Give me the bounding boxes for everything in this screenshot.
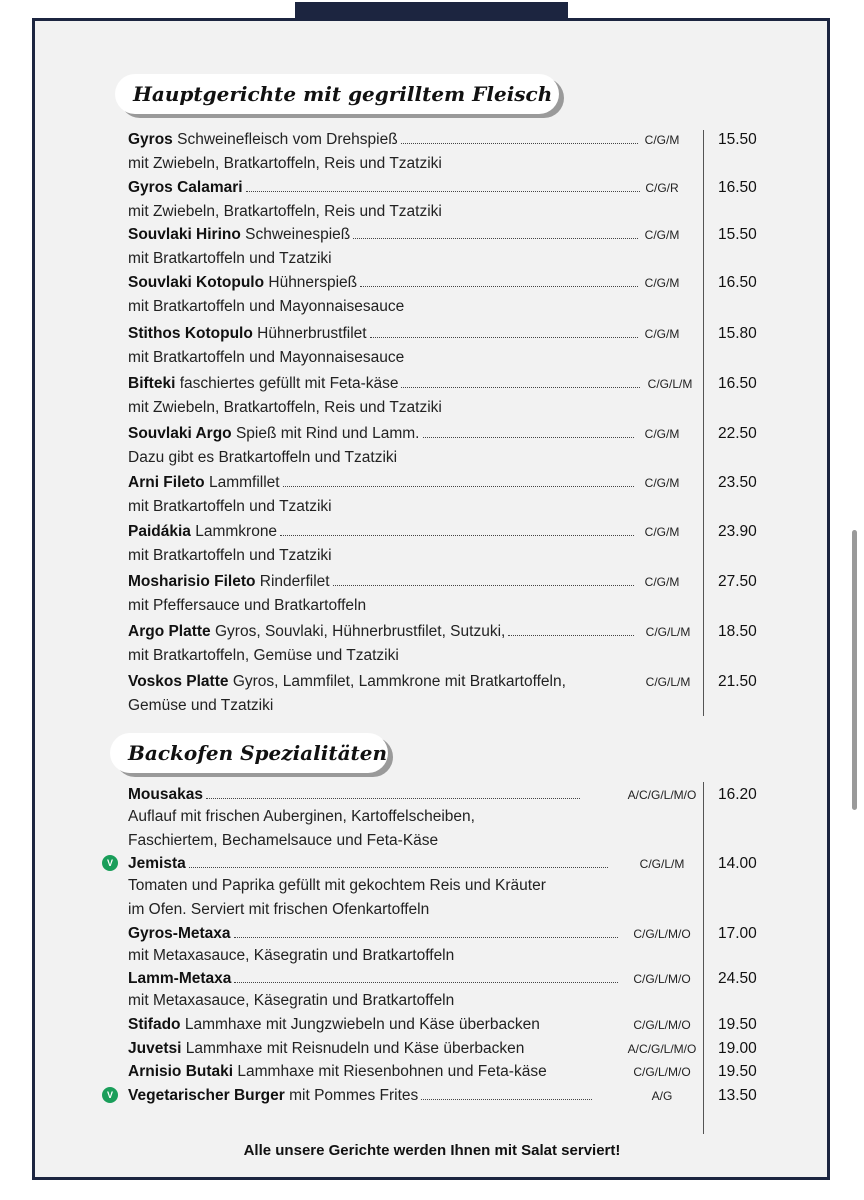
dot-leader xyxy=(189,867,608,868)
menu-item-description: mit Bratkartoffeln und Tzatziki xyxy=(128,250,332,267)
menu-item-price: 18.50 xyxy=(718,623,757,640)
menu-item-title-line xyxy=(128,423,419,445)
menu-item-description: mit Bratkartoffeln, Gemüse und Tzatziki xyxy=(128,647,399,664)
menu-item-title-line xyxy=(128,1061,547,1083)
menu-item xyxy=(0,323,864,366)
section-title-oven-specialties: Backofen Spezialitäten xyxy=(110,733,388,773)
menu-item xyxy=(0,272,864,315)
allergen-codes: C/G/L/M/O xyxy=(633,927,691,941)
dot-leader xyxy=(353,238,638,239)
allergen-codes: C/G/L/M/O xyxy=(633,1018,691,1032)
scrollbar-thumb[interactable] xyxy=(852,530,857,810)
menu-item-title-line xyxy=(128,1014,540,1036)
allergen-codes: A/C/G/L/M/O xyxy=(627,1042,697,1056)
menu-item-name: Arni Fileto xyxy=(128,474,205,491)
menu-item-description: Tomaten und Paprika gefüllt mit gekochtem Reis und Kräuter xyxy=(128,877,546,894)
menu-item-price: 16.50 xyxy=(718,179,757,196)
menu-item xyxy=(0,968,864,1009)
menu-item-description: Gyros, Lammfilet, Lammkrone mit Bratkartoffeln, xyxy=(232,673,566,690)
menu-item-price: 16.50 xyxy=(718,274,757,291)
menu-item-name: Stithos Kotopulo xyxy=(128,325,253,342)
menu-item-description: mit Metaxasauce, Käsegratin und Bratkartoffeln xyxy=(128,947,455,964)
menu-item-title-line xyxy=(128,1038,524,1060)
menu-item-description: Hühnerbrustfilet xyxy=(257,325,367,342)
menu-item-description: mit Bratkartoffeln und Mayonnaisesauce xyxy=(128,298,405,315)
allergen-codes: A/C/G/L/M/O xyxy=(627,788,697,802)
menu-item-name: Voskos Platte xyxy=(128,673,229,690)
allergen-codes: C/G/L/M xyxy=(645,675,691,689)
menu-item xyxy=(0,423,864,466)
menu-item-price: 19.50 xyxy=(718,1063,757,1080)
allergen-codes: C/G/L/M/O xyxy=(633,972,691,986)
vegetarian-badge-icon: V xyxy=(102,855,118,871)
dot-leader xyxy=(360,286,638,287)
allergen-codes: C/G/M xyxy=(644,525,680,539)
menu-item-name: Juvetsi xyxy=(128,1040,182,1057)
menu-item xyxy=(0,671,864,714)
menu-item xyxy=(0,521,864,564)
allergen-codes: C/G/L/M/O xyxy=(633,1065,691,1079)
footer-note: Alle unsere Gerichte werden Ihnen mit Salat serviert! xyxy=(243,1142,621,1159)
menu-item xyxy=(0,129,864,172)
menu-item-price: 16.50 xyxy=(718,375,757,392)
menu-item-title-line xyxy=(128,968,231,990)
menu-item-price: 23.90 xyxy=(718,523,757,540)
allergen-codes: C/G/M xyxy=(644,276,680,290)
menu-item xyxy=(0,1061,864,1080)
menu-item xyxy=(0,1085,864,1104)
menu-item-title-line xyxy=(128,784,203,806)
menu-item-name: Bifteki xyxy=(128,375,176,392)
menu-item-description: Lammfillet xyxy=(208,474,280,491)
allergen-codes: C/G/M xyxy=(644,327,680,341)
menu-item xyxy=(0,1014,864,1033)
menu-item-name: Mosharisio Fileto xyxy=(128,573,256,590)
menu-item-price: 15.80 xyxy=(718,325,757,342)
menu-item-description: Lammkrone xyxy=(195,523,278,540)
menu-item-description: mit Pfeffersauce und Bratkartoffeln xyxy=(128,597,367,614)
menu-item-price: 13.50 xyxy=(718,1087,757,1104)
menu-item-description: Schweinefleisch vom Drehspieß xyxy=(177,131,398,148)
menu-item-name: Gyros-Metaxa xyxy=(128,925,231,942)
menu-item-price: 27.50 xyxy=(718,573,757,590)
menu-item-name: Gyros xyxy=(128,131,173,148)
menu-item-description: Gemüse und Tzatziki xyxy=(128,697,274,714)
menu-item-price: 15.50 xyxy=(718,226,757,243)
menu-item-description: Hühnerspieß xyxy=(268,274,358,291)
menu-item-name: Souvlaki Hirino xyxy=(128,226,241,243)
dot-leader xyxy=(206,798,580,799)
menu-item-name: Jemista xyxy=(128,855,186,872)
allergen-codes: C/G/M xyxy=(644,427,680,441)
allergen-codes: C/G/M xyxy=(644,228,680,242)
dot-leader xyxy=(401,143,638,144)
menu-item-price: 17.00 xyxy=(718,925,757,942)
menu-item xyxy=(0,621,864,664)
menu-item xyxy=(0,224,864,267)
menu-item-price: 24.50 xyxy=(718,970,757,987)
menu-item-description: Lammhaxe mit Jungzwiebeln und Käse überbacken xyxy=(184,1016,540,1033)
vegetarian-badge-icon: V xyxy=(102,1087,118,1103)
menu-item-description: Dazu gibt es Bratkartoffeln und Tzatziki xyxy=(128,449,398,466)
dot-leader xyxy=(423,437,634,438)
menu-item-title-line xyxy=(128,521,277,543)
allergen-codes: C/G/M xyxy=(644,133,680,147)
allergen-codes: C/G/L/M xyxy=(639,857,685,871)
menu-item-description: mit Pommes Frites xyxy=(289,1087,419,1104)
menu-item-title-line xyxy=(128,923,231,945)
dot-leader xyxy=(401,387,640,388)
menu-item-description: Spieß mit Rind und Lamm. xyxy=(235,425,420,442)
menu-item-price: 21.50 xyxy=(718,673,757,690)
dot-leader xyxy=(283,486,634,487)
dot-leader xyxy=(370,337,638,338)
dot-leader xyxy=(280,535,634,536)
menu-item xyxy=(0,1038,864,1057)
menu-item-description: Faschiertem, Bechamelsauce und Feta-Käse xyxy=(128,832,439,849)
allergen-codes: C/G/M xyxy=(644,575,680,589)
menu-item-description: mit Zwiebeln, Bratkartoffeln, Reis und Tzatziki xyxy=(128,203,442,220)
menu-item-name: Arnisio Butaki xyxy=(128,1063,234,1080)
dot-leader xyxy=(333,585,634,586)
menu-item-price: 23.50 xyxy=(718,474,757,491)
dot-leader xyxy=(234,937,618,938)
menu-item-price: 19.50 xyxy=(718,1016,757,1033)
menu-item-name: Argo Platte xyxy=(128,623,211,640)
menu-item-name: Mousakas xyxy=(128,786,203,803)
menu-item-description: mit Bratkartoffeln und Mayonnaisesauce xyxy=(128,349,405,366)
dot-leader xyxy=(234,982,618,983)
menu-item-title-line xyxy=(128,272,357,294)
menu-item xyxy=(0,472,864,515)
menu-item-description: mit Metaxasauce, Käsegratin und Bratkartoffeln xyxy=(128,992,455,1009)
dot-leader xyxy=(421,1099,592,1100)
menu-item-title-line xyxy=(128,129,398,151)
menu-item-description: faschiertes gefüllt mit Feta-käse xyxy=(179,375,399,392)
menu-item-title-line xyxy=(128,853,186,875)
menu-item-description: mit Zwiebeln, Bratkartoffeln, Reis und Tzatziki xyxy=(128,399,442,416)
menu-item-title-line xyxy=(128,177,243,199)
menu-item xyxy=(0,571,864,614)
menu-item-description: mit Zwiebeln, Bratkartoffeln, Reis und Tzatziki xyxy=(128,155,442,172)
dot-leader xyxy=(508,635,634,636)
menu-item-title-line xyxy=(128,671,566,693)
menu-item xyxy=(0,923,864,964)
menu-item-description: mit Bratkartoffeln und Tzatziki xyxy=(128,547,332,564)
menu-item-description: Lammhaxe mit Reisnudeln und Käse überbacken xyxy=(185,1040,525,1057)
menu-item-title-line xyxy=(128,621,505,643)
menu-item-description: Auflauf mit frischen Auberginen, Kartoffelscheiben, xyxy=(128,808,475,825)
allergen-codes: C/G/L/M xyxy=(647,377,693,391)
menu-item-price: 22.50 xyxy=(718,425,757,442)
menu-item xyxy=(0,853,864,918)
menu-item-price: 14.00 xyxy=(718,855,757,872)
menu-item-title-line xyxy=(128,323,367,345)
menu-item xyxy=(0,784,864,849)
menu-item-description: Schweinespieß xyxy=(245,226,351,243)
menu-item-name: Souvlaki Kotopulo xyxy=(128,274,265,291)
menu-item-description: Rinderfilet xyxy=(259,573,330,590)
menu-item-price: 15.50 xyxy=(718,131,757,148)
menu-item-description: Gyros, Souvlaki, Hühnerbrustfilet, Sutzuki, xyxy=(215,623,506,640)
menu-item-title-line xyxy=(128,224,350,246)
allergen-codes: C/G/M xyxy=(644,476,680,490)
allergen-codes: C/G/L/M xyxy=(645,625,691,639)
menu-item-name: Gyros Calamari xyxy=(128,179,243,196)
menu-item-name: Souvlaki Argo xyxy=(128,425,232,442)
menu-item-description: mit Bratkartoffeln und Tzatziki xyxy=(128,498,332,515)
dot-leader xyxy=(246,191,640,192)
menu-item xyxy=(0,373,864,416)
menu-item-price: 16.20 xyxy=(718,786,757,803)
menu-item-title-line xyxy=(128,373,399,395)
menu-item-title-line xyxy=(128,1085,418,1107)
menu-item-name: Paidákia xyxy=(128,523,191,540)
menu-item-price: 19.00 xyxy=(718,1040,757,1057)
menu-item-title-line xyxy=(128,472,280,494)
allergen-codes: A/G xyxy=(651,1089,673,1103)
menu-item-name: Lamm-Metaxa xyxy=(128,970,232,987)
menu-item-description: im Ofen. Serviert mit frischen Ofenkartoffeln xyxy=(128,901,430,918)
menu-item xyxy=(0,177,864,220)
menu-item-title-line xyxy=(128,571,330,593)
menu-item-name: Vegetarischer Burger xyxy=(128,1087,285,1104)
menu-item-description: Lammhaxe mit Riesenbohnen und Feta-käse xyxy=(237,1063,547,1080)
menu-item-name: Stifado xyxy=(128,1016,181,1033)
section-title-main-dishes: Hauptgerichte mit gegrilltem Fleisch xyxy=(115,74,559,114)
allergen-codes: C/G/R xyxy=(645,181,679,195)
